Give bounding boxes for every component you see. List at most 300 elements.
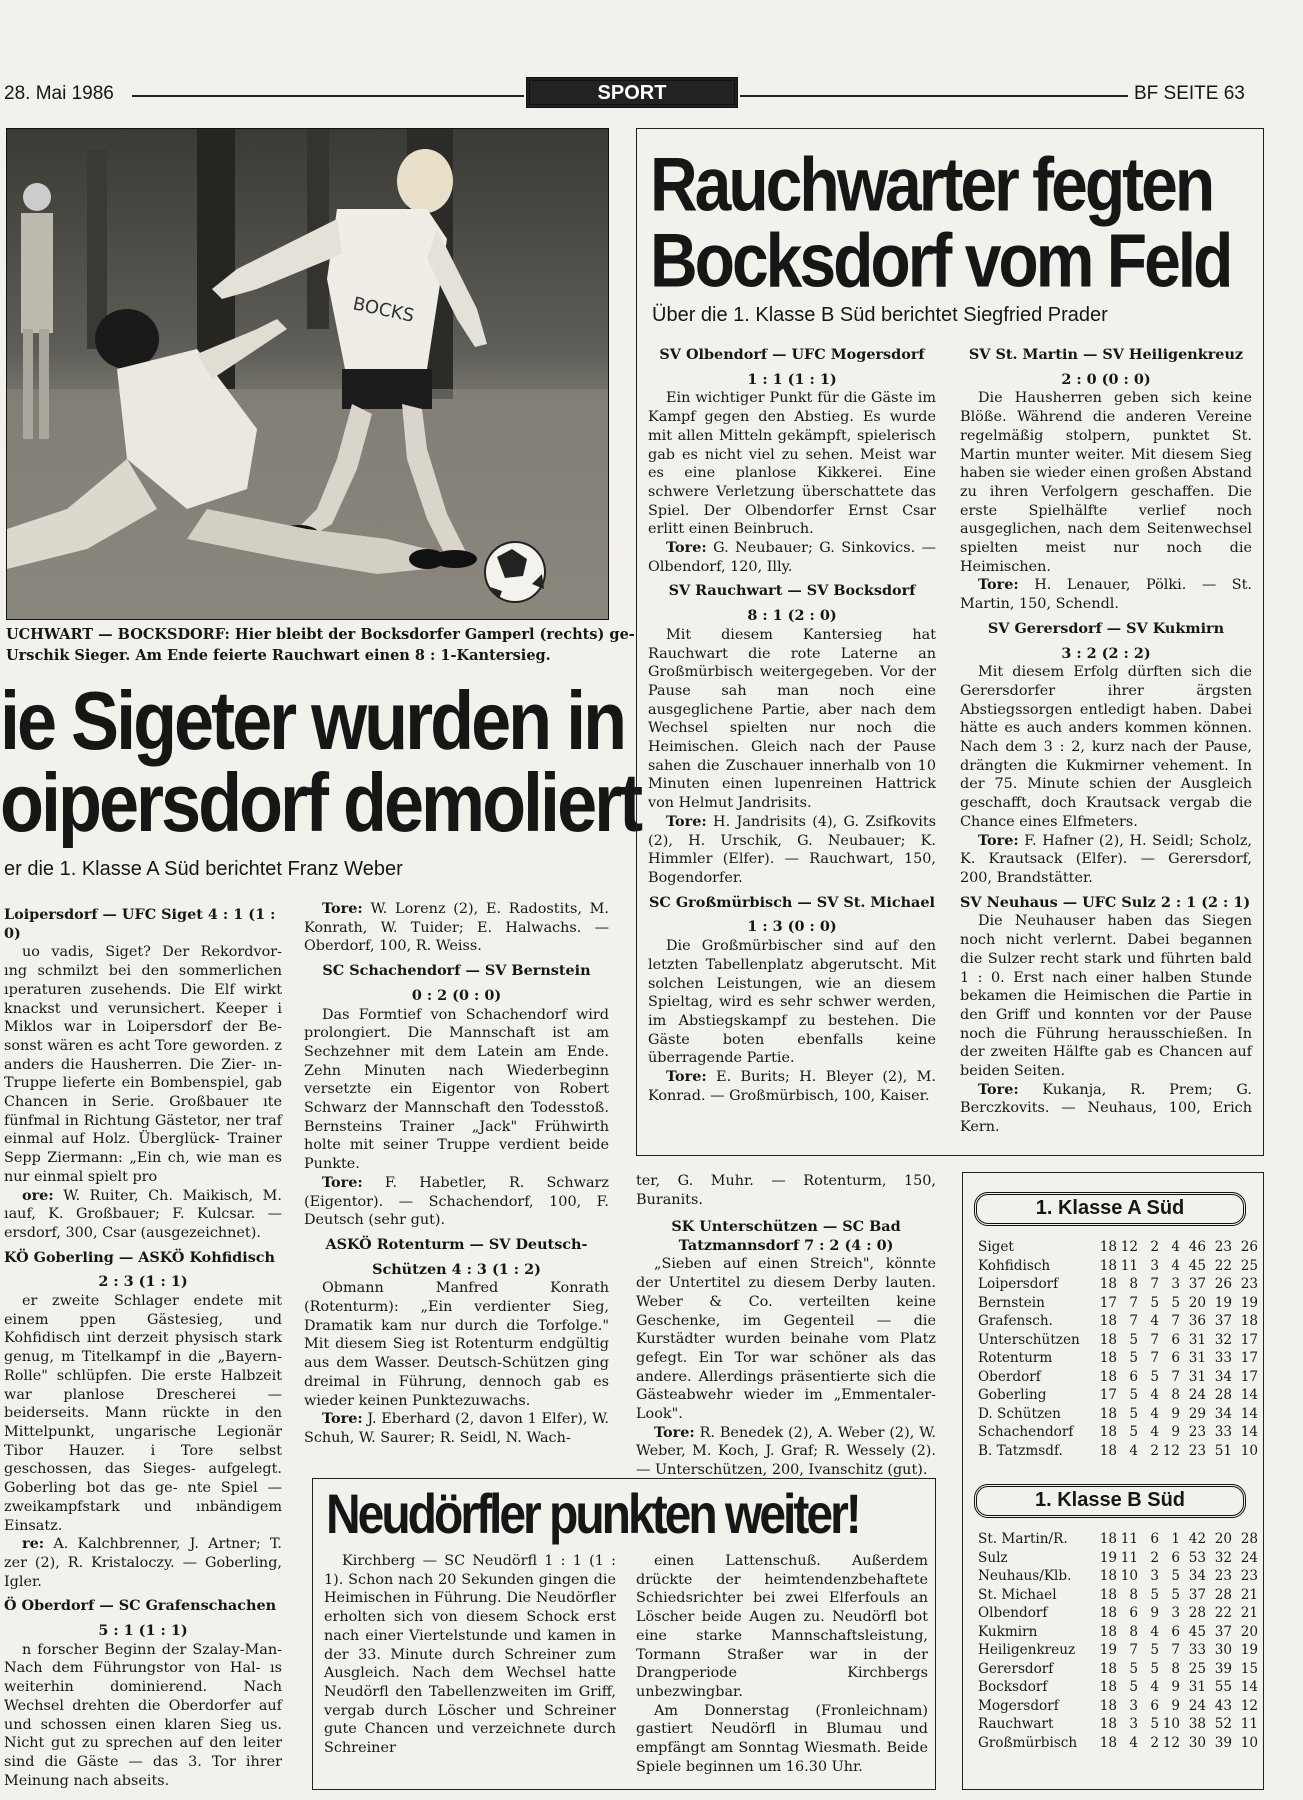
stat-cell: 28 <box>1188 1605 1206 1621</box>
stat-cell: 7 <box>1171 1368 1180 1385</box>
match-heading: SV Gerersdorf — SV Kukmirn <box>987 619 1225 637</box>
stat-cell: 52 <box>1214 1716 1232 1732</box>
stat-cell: 4 <box>1150 1387 1159 1403</box>
stat-cell: 14 <box>1240 1387 1258 1403</box>
report-paragraph: Am Donnerstag (Fronleichnam) gastiert Neudörfl in Blumau und empfängt am Sonntag Wiesmath. Beide Spiele beginnen um 16.30 Uhr. <box>636 1702 928 1775</box>
stat-cell: 23 <box>1214 1568 1232 1584</box>
stat-cell: 4 <box>1171 1239 1180 1255</box>
stat-cell: 9 <box>1171 1424 1180 1440</box>
article-a-byline: er die 1. Klasse A Süd berichtet Franz Weber <box>4 858 403 880</box>
stat-cell: 5 <box>1171 1586 1180 1603</box>
stat-cell: 12 <box>1240 1697 1258 1714</box>
stat-cell: 43 <box>1214 1697 1232 1714</box>
match-heading: SV Olbendorf — UFC Mogersdorf <box>659 346 925 363</box>
standings-row <box>978 1331 1258 1350</box>
stat-cell: 5 <box>1129 1660 1138 1677</box>
article-c-column-1 <box>324 1552 616 1786</box>
stat-cell: 31 <box>1188 1331 1206 1348</box>
team-name: Unterschützen <box>978 1331 1080 1348</box>
stat-cell: 5 <box>1150 1368 1159 1385</box>
stat-cell: 21 <box>1240 1605 1258 1621</box>
stat-cell: 5 <box>1150 1660 1159 1677</box>
goals-line: ore: W. Ruiter, Ch. Maikisch, M. ıauf, K. Großbauer; F. Kulcsar. — ersdorf, 300, Csar (ausgezeichnet). <box>4 1186 282 1241</box>
article-a-headline-line2: oipersdorf demoliert <box>0 757 641 850</box>
team-name: Siget <box>978 1239 1014 1255</box>
stat-cell: 30 <box>1214 1642 1232 1658</box>
team-name: Grafensch. <box>978 1313 1053 1329</box>
stat-cell: 22 <box>1214 1605 1232 1621</box>
report-paragraph: Mit diesem Erfolg dürften sich die Gerersdorfer ihrer ärgsten Abstiegssorgen entledigt haben. Dabei hätte es auch anders kommen können. Nach dem 3 : 2, kurz nach der Pause, drängten die Kukmirner vehement. In der 75. Minute schien der Ausgleich geschafft, doch Krautsack vergab die Chance eines Elfmeters. <box>960 664 1252 830</box>
stat-cell: 9 <box>1150 1605 1159 1621</box>
team-name: Sulz <box>978 1549 1008 1566</box>
stat-cell: 18 <box>1099 1331 1117 1348</box>
stat-cell: 37 <box>1188 1586 1206 1603</box>
stat-cell: 18 <box>1099 1313 1117 1329</box>
table-b <box>978 1530 1258 1752</box>
report-paragraph: einen Lattenschuß. Außerdem drückte der heimtendenzbehaftete Schiedsrichter bei zwei Elferfouls an Löscher beide Augen zu. Neudörfl bot eine starke Mannschaftsleistung, Tormann Straßer war in der Drangperiode Kirchbergs unbezwingbar. <box>636 1553 928 1700</box>
stat-cell: 8 <box>1129 1623 1138 1640</box>
stat-cell: 33 <box>1188 1642 1206 1658</box>
report-paragraph: Mit diesem Kantersieg hat Rauchwart die rote Laterne an Großmürbisch weitergegeben. Vor der Pause sah man noch eine ausgeglichene Partie, aber nach dem Wechsel spielten nur noch die Heimischen. Gleich nach der Pause sahen die Zuschauer innerhalb von 10 Minuten einen lupenreinen Hattrick von Helmut Jandrisits. <box>648 626 936 812</box>
stat-cell: 33 <box>1214 1350 1232 1366</box>
goals-label: ore: <box>22 1186 54 1204</box>
stat-cell: 18 <box>1099 1257 1117 1274</box>
stat-cell: 15 <box>1240 1660 1258 1677</box>
article-b-column-1 <box>648 340 936 1152</box>
goals-label: Tore: <box>978 576 1019 594</box>
stat-cell: 7 <box>1150 1350 1159 1366</box>
stat-cell: 3 <box>1129 1716 1138 1732</box>
stat-cell: 11 <box>1120 1257 1138 1274</box>
continuation-text: ter, G. Muhr. — Rotenturm, 150, Buranits. <box>636 1173 936 1208</box>
team-name: Großmürbisch <box>978 1734 1078 1751</box>
section-label: SPORT <box>526 77 738 108</box>
match-heading: SV Rauchwart — SV Bocksdorf <box>668 582 916 600</box>
standings-row <box>978 1349 1258 1368</box>
stat-cell: 36 <box>1188 1313 1206 1329</box>
stat-cell: 18 <box>1099 1716 1117 1732</box>
stat-cell: 3 <box>1171 1605 1180 1621</box>
article-c-headline: Neudörfler punkten weiter! <box>326 1484 859 1546</box>
stat-cell: 17 <box>1099 1387 1117 1403</box>
team-name: St. Michael <box>978 1586 1057 1603</box>
report-paragraph: Das Formtief von Schachendorf wird prolongiert. Die Mannschaft ist am Sechzehner mit dem Latein am Ende. Zehn Minuten nach Wiederbeginn versetzte ein Eigentor von Robert Schwarz der Mannschaft den Todesstoß. Bernsteins Trainer „Jack" Frühwirth holte mit seiner Truppe verdient beide Punkte. <box>304 1006 609 1173</box>
team-name: Mogersdorf <box>978 1697 1059 1714</box>
stat-cell: 18 <box>1099 1368 1117 1385</box>
stat-cell: 39 <box>1214 1734 1232 1751</box>
goals-line: Tore: F. Habetler, R. Schwarz (Eigentor). — Schachendorf, 100, F. Deutsch (sehr gut). <box>304 1173 609 1229</box>
stat-cell: 5 <box>1150 1586 1159 1603</box>
match-heading: 0 : 2 (0 : 0) <box>411 986 502 1004</box>
standings-row <box>978 1567 1258 1586</box>
standings-row <box>978 1697 1258 1716</box>
stat-cell: 37 <box>1214 1623 1232 1640</box>
team-name: Kukmirn <box>978 1623 1038 1640</box>
match-heading: SC Schachendorf — SV Bernstein <box>322 962 591 980</box>
stat-cell: 18 <box>1099 1568 1117 1584</box>
page-number: BF SEITE 63 <box>1134 83 1245 104</box>
stat-cell: 55 <box>1214 1679 1232 1695</box>
goals-label: Tore: <box>654 1423 695 1441</box>
goals-line: Tore: G. Neubauer; G. Sinkovics. — Olbendorf, 120, Illy. <box>648 539 936 575</box>
header-rule-left <box>132 95 524 97</box>
stat-cell: 18 <box>1099 1531 1117 1547</box>
stat-cell: 5 <box>1171 1294 1180 1311</box>
stat-cell: 6 <box>1171 1549 1180 1566</box>
article-a-column-2 <box>304 900 609 1470</box>
stat-cell: 12 <box>1162 1442 1180 1459</box>
match-heading: 5 : 1 (1 : 1) <box>98 1622 188 1640</box>
stat-cell: 5 <box>1129 1350 1138 1366</box>
stat-cell: 20 <box>1188 1294 1206 1311</box>
standings-row <box>978 1386 1258 1405</box>
stat-cell: 37 <box>1188 1276 1206 1292</box>
team-name: Kohfidisch <box>978 1257 1051 1274</box>
stat-cell: 34 <box>1188 1568 1206 1584</box>
stat-cell: 20 <box>1214 1531 1232 1547</box>
stat-cell: 45 <box>1188 1257 1206 1274</box>
stat-cell: 5 <box>1150 1642 1159 1658</box>
stat-cell: 32 <box>1214 1549 1232 1566</box>
team-name: D. Schützen <box>978 1405 1061 1422</box>
stat-cell: 17 <box>1240 1331 1258 1348</box>
issue-date: 28. Mai 1986 <box>4 83 114 104</box>
stat-cell: 18 <box>1099 1424 1117 1440</box>
match-heading: Schützen 4 : 3 (1 : 2) <box>372 1260 541 1278</box>
goals-line: Tore: W. Lorenz (2), E. Radostits, M. Konrath, W. Tuider; E. Halwachs. — Oberdorf, 100, R. Weiss. <box>304 900 609 955</box>
goals-label: Tore: <box>322 900 363 917</box>
match-heading: KÖ Goberling — ASKÖ Kohfidisch <box>4 1248 276 1266</box>
standings-row <box>978 1678 1258 1697</box>
stat-cell: 46 <box>1188 1239 1206 1255</box>
stat-cell: 23 <box>1240 1568 1258 1584</box>
standings-row <box>978 1623 1258 1642</box>
article-b-headline-line1: Rauchwarter fegten <box>650 141 1213 227</box>
stat-cell: 2 <box>1150 1239 1159 1255</box>
stat-cell: 2 <box>1150 1549 1159 1566</box>
standings-row <box>978 1275 1258 1294</box>
team-name: Bernstein <box>978 1294 1045 1311</box>
stat-cell: 23 <box>1188 1424 1206 1440</box>
stat-cell: 7 <box>1150 1331 1159 1348</box>
stat-cell: 5 <box>1171 1568 1180 1584</box>
stat-cell: 51 <box>1214 1442 1232 1459</box>
stat-cell: 17 <box>1240 1368 1258 1385</box>
table-a <box>978 1238 1258 1460</box>
stat-cell: 18 <box>1099 1734 1117 1751</box>
table-a-title: 1. Klasse A Süd <box>974 1192 1246 1226</box>
match-heading: SV Neuhaus — UFC Sulz 2 : 1 (2 : 1) <box>960 893 1251 911</box>
match-heading: SK Unterschützen — SC Bad Tatzmannsdorf 7 : 2 (4 : 0) <box>671 1218 901 1254</box>
stat-cell: 5 <box>1129 1387 1138 1403</box>
stat-cell: 4 <box>1150 1313 1159 1329</box>
stat-cell: 4 <box>1150 1405 1159 1422</box>
goals-line: re: A. Kalchbrenner, J. Artner; T. zer (2), R. Kristaloczy. — Goberling, Igler. <box>4 1535 282 1590</box>
standings-row <box>978 1530 1258 1549</box>
stat-cell: 7 <box>1129 1313 1138 1329</box>
report-paragraph: uo vadis, Siget? Der Rekordvor- ıng schmilzt bei den sommerlichen ıperaturen zusehends. Die Elf wirkt knackst und verunsichert. Keeper i Miklos war in Loipersdorf der Be- sonst wären es acht Tore geworden. z anders die Hausherren. Die Zier- ın-Truppe lieferte ein Bombenspiel, gab Chancen in Serie. Großbauer ıte fünfmal in Richtung Gästetor, ner traf einmal auf Holz. Überglück- Trainer Sepp Ziermann: „Ein ch, wie man es nur einmal spielt pro <box>4 944 282 1185</box>
match-heading: 1 : 3 (0 : 0) <box>747 918 837 936</box>
stat-cell: 24 <box>1240 1549 1258 1566</box>
report-paragraph: Obmann Manfred Konrath (Rotenturm): „Ein verdienter Sieg, Dramatik kam nur durch die Torfolge." Mit diesem Sieg ist Rotenturm endgültig aus dem Wasser. Deutsch-Schützen ging dreimal in Führung, dennoch gab es wieder keinen Punktezuwachs. <box>304 1280 609 1409</box>
stat-cell: 6 <box>1129 1605 1138 1621</box>
standings-row <box>978 1549 1258 1568</box>
stat-cell: 20 <box>1240 1623 1258 1640</box>
goals-line: Tore: R. Benedek (2), A. Weber (2), W. Weber, M. Koch, J. Graf; R. Wessely (2). — Unterschützen, 200, Ivanschitz (gut). <box>636 1423 936 1479</box>
goals-label: Tore: <box>978 1080 1019 1098</box>
stat-cell: 12 <box>1120 1239 1138 1255</box>
stat-cell: 5 <box>1150 1294 1159 1311</box>
standings-row <box>978 1586 1258 1605</box>
team-name: Rotenturm <box>978 1350 1053 1366</box>
stat-cell: 23 <box>1240 1276 1258 1292</box>
match-heading: SC Großmürbisch — SV St. Michael <box>649 893 935 911</box>
stat-cell: 18 <box>1099 1239 1117 1255</box>
report-paragraph: Kirchberg — SC Neudörfl 1 : 1 (1 : 1). Schon nach 20 Sekunden gingen die Heimischen in Führung. Die Neudörfler erholten sich von diesem Schock erst nach einer Viertelstunde und kamen in der 33. Minute durch Schreiner zum Ausgleich. Nach dem Wechsel hatte Neudörfl den Tabellenzweiten im Griff, vergab durch Löscher und Schreiner gute Chancen und verzeichnete durch Schreiner <box>324 1553 616 1757</box>
stat-cell: 6 <box>1150 1697 1159 1714</box>
stat-cell: 4 <box>1129 1442 1138 1459</box>
stat-cell: 8 <box>1171 1660 1180 1677</box>
team-name: St. Martin/R. <box>978 1531 1068 1547</box>
goals-label: Tore: <box>666 1068 707 1086</box>
stat-cell: 6 <box>1171 1623 1180 1640</box>
stat-cell: 3 <box>1129 1697 1138 1714</box>
team-name: Gerersdorf <box>978 1660 1054 1677</box>
report-paragraph: Die Großmürbischer sind auf den letzten Tabellenplatz abgerutscht. Mit solchen Leistungen, wie an diesem Spieltag, wird es sehr schwer werden, im Abstiegskampf zu bestehen. Die Gäste boten ebenfalls keine überragende Partie. <box>648 938 936 1067</box>
team-name: Neuhaus/Klb. <box>978 1568 1072 1584</box>
stat-cell: 8 <box>1129 1586 1138 1603</box>
stat-cell: 31 <box>1188 1368 1206 1385</box>
stat-cell: 3 <box>1171 1276 1180 1292</box>
team-name: Olbendorf <box>978 1605 1048 1621</box>
stat-cell: 19 <box>1099 1642 1117 1658</box>
stat-cell: 14 <box>1240 1424 1258 1440</box>
goals-line: Tore: H. Lenauer, Pölki. — St. Martin, 150, Schendl. <box>960 576 1252 613</box>
stat-cell: 5 <box>1129 1331 1138 1348</box>
stat-cell: 34 <box>1214 1368 1232 1385</box>
standings-row <box>978 1257 1258 1276</box>
article-b-byline: Über die 1. Klasse B Süd berichtet Siegfried Prader <box>652 304 1108 326</box>
stat-cell: 19 <box>1099 1549 1117 1566</box>
standings-row <box>978 1294 1258 1313</box>
stat-cell: 8 <box>1129 1276 1138 1292</box>
stat-cell: 18 <box>1099 1679 1117 1695</box>
stat-cell: 25 <box>1240 1257 1258 1274</box>
stat-cell: 28 <box>1214 1387 1232 1403</box>
stat-cell: 28 <box>1214 1586 1232 1603</box>
stat-cell: 12 <box>1162 1734 1180 1751</box>
table-b-title: 1. Klasse B Süd <box>974 1484 1246 1518</box>
stat-cell: 18 <box>1099 1697 1117 1714</box>
stat-cell: 4 <box>1150 1679 1159 1695</box>
team-name: B. Tatzmsdf. <box>978 1442 1063 1459</box>
stat-cell: 21 <box>1240 1586 1258 1603</box>
stat-cell: 6 <box>1171 1331 1180 1348</box>
match-heading: 1 : 1 (1 : 1) <box>747 370 837 388</box>
stat-cell: 11 <box>1120 1549 1138 1566</box>
report-paragraph: Die Neuhauser haben das Siegen noch nicht verlernt. Dabei begannen die Sulzer recht stark und führten bald 1 : 0. Erst nach einer halben Stunde bekamen die Heimischen die Partie in den Griff und konnten vor der Pause noch die Führung herausschießen. In der zweiten Hälfte gab es Chancen auf beiden Seiten. <box>960 913 1252 1080</box>
stat-cell: 4 <box>1129 1734 1138 1751</box>
stat-cell: 18 <box>1099 1405 1117 1422</box>
header-rule-right <box>740 95 1128 97</box>
stat-cell: 4 <box>1171 1257 1180 1274</box>
stat-cell: 18 <box>1099 1586 1117 1603</box>
stat-cell: 32 <box>1214 1331 1232 1348</box>
stat-cell: 9 <box>1171 1697 1180 1714</box>
article-b-column-3 <box>636 1212 936 1479</box>
stat-cell: 7 <box>1129 1294 1138 1311</box>
goals-label: Tore: <box>978 831 1019 849</box>
stat-cell: 6 <box>1171 1350 1180 1366</box>
stat-cell: 23 <box>1188 1442 1206 1459</box>
stat-cell: 3 <box>1150 1568 1159 1584</box>
stat-cell: 34 <box>1214 1405 1232 1422</box>
stat-cell: 29 <box>1188 1405 1206 1422</box>
team-name: Loipersdorf <box>978 1276 1059 1292</box>
stat-cell: 4 <box>1150 1623 1159 1640</box>
match-heading: 2 : 0 (0 : 0) <box>1061 370 1151 388</box>
stat-cell: 23 <box>1214 1239 1232 1255</box>
match-heading: SV St. Martin — SV Heiligenkreuz <box>968 346 1244 363</box>
stat-cell: 18 <box>1099 1605 1117 1621</box>
stat-cell: 31 <box>1188 1679 1206 1695</box>
photo-caption-line2: Urschik Sieger. Am Ende feierte Rauchwart einen 8 : 1-Kantersieg. <box>6 647 551 664</box>
match-photo <box>6 128 609 620</box>
goals-label: Tore: <box>322 1410 363 1428</box>
article-a-continuation <box>636 1172 936 1212</box>
article-a-headline-line1: ie Sigeter wurden in <box>0 675 625 768</box>
stat-cell: 11 <box>1240 1716 1258 1732</box>
article-a-column-1 <box>4 900 282 1790</box>
team-name: Rauchwart <box>978 1716 1054 1732</box>
standings-row <box>978 1423 1258 1442</box>
standings-row <box>978 1660 1258 1679</box>
stat-cell: 3 <box>1150 1257 1159 1274</box>
team-name: Goberling <box>978 1387 1047 1403</box>
stat-cell: 18 <box>1099 1442 1117 1459</box>
jersey-text: BOCKS <box>350 293 416 327</box>
stat-cell: 10 <box>1240 1442 1258 1459</box>
goals-label: re: <box>22 1535 45 1553</box>
stat-cell: 5 <box>1129 1679 1138 1695</box>
stat-cell: 19 <box>1240 1294 1258 1311</box>
match-heading: Ö Oberdorf — SC Grafenschachen <box>4 1597 277 1615</box>
match-heading: 2 : 3 (1 : 1) <box>98 1273 188 1291</box>
stat-cell: 17 <box>1240 1350 1258 1366</box>
goals-line: Tore: Kukanja, R. Prem; G. Berczkovits. — Neuhaus, 100, Erich Kern. <box>960 1080 1252 1136</box>
team-name: Heiligenkreuz <box>978 1642 1076 1658</box>
stat-cell: 38 <box>1188 1716 1206 1732</box>
stat-cell: 10 <box>1240 1734 1258 1751</box>
stat-cell: 4 <box>1150 1424 1159 1440</box>
stat-cell: 7 <box>1129 1642 1138 1658</box>
stat-cell: 7 <box>1171 1313 1180 1329</box>
stat-cell: 5 <box>1150 1716 1159 1732</box>
stat-cell: 10 <box>1162 1716 1180 1732</box>
stat-cell: 33 <box>1214 1424 1232 1440</box>
stat-cell: 22 <box>1214 1257 1232 1274</box>
article-b-headline-line2: Bocksdorf vom Feld <box>650 217 1231 303</box>
standings-row <box>978 1368 1258 1387</box>
report-paragraph: Die Hausherren geben sich keine Blöße. Während die anderen Vereine regelmäßig stolpern, punktet St. Martin munter weiter. Mit diesem Sieg haben sie wieder einen großen Abstand zu ihren Verfolgern geschaffen. Die erste Spielhälfte verlief noch ausgeglichen, nach dem Seitenwechsel spielten meist nur noch die Heimischen. <box>960 390 1252 575</box>
report-paragraph: n forscher Beginn der Szalay-Man- Nach dem Führungstor von Hal- ıs weiterhin dominierend. Nach Wechsel drehten die Oberdorfer auf und schossen einen klaren Sieg us. Nicht gut zu sprechen auf den leiter sind die Gäste — das 3. Tor ihrer Meinung nach abseits. <box>4 1641 282 1789</box>
team-name: Oberdorf <box>978 1368 1041 1385</box>
stat-cell: 18 <box>1099 1623 1117 1640</box>
report-paragraph: „Sieben auf einen Streich", könnte der Untertitel zu diesem Derby lauten. Weber & Co. verteilten keine Geschenke, im Gegenteil — die Kurstädter wurden beinahe vom Platz gefegt. Ein Tor war schöner als das andere. Allerdings präsentierte sich die Gästeabwehr wieder im „Emmentaler-Look". <box>636 1256 936 1423</box>
stat-cell: 30 <box>1188 1734 1206 1751</box>
goals-label: Tore: <box>322 1173 363 1191</box>
stat-cell: 18 <box>1099 1350 1117 1366</box>
photo-caption-line1: UCHWART — BOCKSDORF: Hier bleibt der Bocksdorfer Gamperl (rechts) ge- <box>6 626 635 643</box>
stat-cell: 5 <box>1129 1424 1138 1440</box>
standings-row <box>978 1238 1258 1257</box>
match-heading: ASKÖ Rotenturm — SV Deutsch- <box>325 1235 588 1253</box>
stat-cell: 8 <box>1171 1387 1180 1403</box>
stat-cell: 42 <box>1188 1531 1206 1547</box>
stat-cell: 9 <box>1171 1405 1180 1422</box>
stat-cell: 53 <box>1188 1549 1206 1566</box>
goals-line: Tore: F. Hafner (2), H. Seidl; Scholz, K. Krautsack (Elfer). — Gerersdorf, 200, Brandstätter. <box>960 831 1252 886</box>
stat-cell: 18 <box>1099 1660 1117 1677</box>
stat-cell: 31 <box>1188 1350 1206 1366</box>
stat-cell: 24 <box>1188 1387 1206 1403</box>
stat-cell: 17 <box>1099 1294 1117 1311</box>
stat-cell: 7 <box>1150 1276 1159 1292</box>
match-heading: 3 : 2 (2 : 2) <box>1061 644 1151 662</box>
stat-cell: 24 <box>1188 1697 1206 1714</box>
standings-row <box>978 1734 1258 1753</box>
stat-cell: 26 <box>1214 1276 1232 1292</box>
stat-cell: 39 <box>1214 1660 1232 1677</box>
standings-row <box>978 1604 1258 1623</box>
match-heading: 8 : 1 (2 : 0) <box>747 607 837 625</box>
stat-cell: 14 <box>1240 1679 1258 1695</box>
stat-cell: 45 <box>1188 1623 1206 1640</box>
stat-cell: 5 <box>1129 1405 1138 1422</box>
report-paragraph: Ein wichtiger Punkt für die Gäste im Kampf gegen den Abstieg. Es wurde mit allen Mitteln gekämpft, spielerisch gab es nicht viel zu sehen. Meist war es eine planlose Kikkerei. Eine schwere Verletzung überschattete das Spiel. Der Olbendorfer Ernst Csar erlitt einen Beinbruch. <box>648 390 936 538</box>
goals-line: Tore: J. Eberhard (2, davon 1 Elfer), W. Schuh, W. Saurer; R. Seidl, N. Wach- <box>304 1410 609 1446</box>
stat-cell: 26 <box>1240 1239 1258 1255</box>
standings-row <box>978 1405 1258 1424</box>
stat-cell: 14 <box>1240 1405 1258 1422</box>
stat-cell: 6 <box>1129 1368 1138 1385</box>
stat-cell: 28 <box>1240 1531 1258 1547</box>
report-paragraph: er zweite Schlager endete mit einem ppen Gästesieg, und Kohfidisch ıint derzeit physisch stark genug, m Titelkampf in die „Bayern-Rolle" schlüpfen. Die erste Halbzeit war planlose Drescherei — beiderseits. Mann rückte in den Mittelpunkt, ungarische Legionär Tibor Hauzer. i Tore selbst geschossen, das Sieges- aufgelegt. Goberling bot das ge- nte Spiel — zweikampfstark und ınbändigem Einsatz. <box>4 1293 282 1534</box>
stat-cell: 37 <box>1214 1313 1232 1329</box>
stat-cell: 6 <box>1150 1531 1159 1547</box>
stat-cell: 25 <box>1188 1660 1206 1677</box>
stat-cell: 18 <box>1240 1313 1258 1329</box>
standings-row <box>978 1312 1258 1331</box>
stat-cell: 19 <box>1214 1294 1232 1311</box>
article-b-column-2 <box>960 340 1252 1152</box>
team-name: Schachendorf <box>978 1424 1074 1440</box>
standings-row <box>978 1442 1258 1461</box>
stat-cell: 19 <box>1240 1642 1258 1658</box>
goals-label: Tore: <box>666 812 707 830</box>
stat-cell: 2 <box>1150 1734 1159 1751</box>
standings-row <box>978 1641 1258 1660</box>
football-photo-illustration <box>7 129 608 619</box>
stat-cell: 11 <box>1120 1531 1138 1547</box>
standings-row <box>978 1715 1258 1734</box>
goals-line: Tore: H. Jandrisits (4), G. Zsifkovits (2), H. Urschik, G. Neubauer; K. Himmler (Elfer). — Rauchwart, 150, Bogendorfer. <box>648 812 936 886</box>
stat-cell: 2 <box>1150 1442 1159 1459</box>
stat-cell: 10 <box>1120 1568 1138 1584</box>
stat-cell: 7 <box>1171 1642 1180 1658</box>
team-name: Bocksdorf <box>978 1679 1048 1695</box>
stat-cell: 1 <box>1171 1531 1180 1547</box>
